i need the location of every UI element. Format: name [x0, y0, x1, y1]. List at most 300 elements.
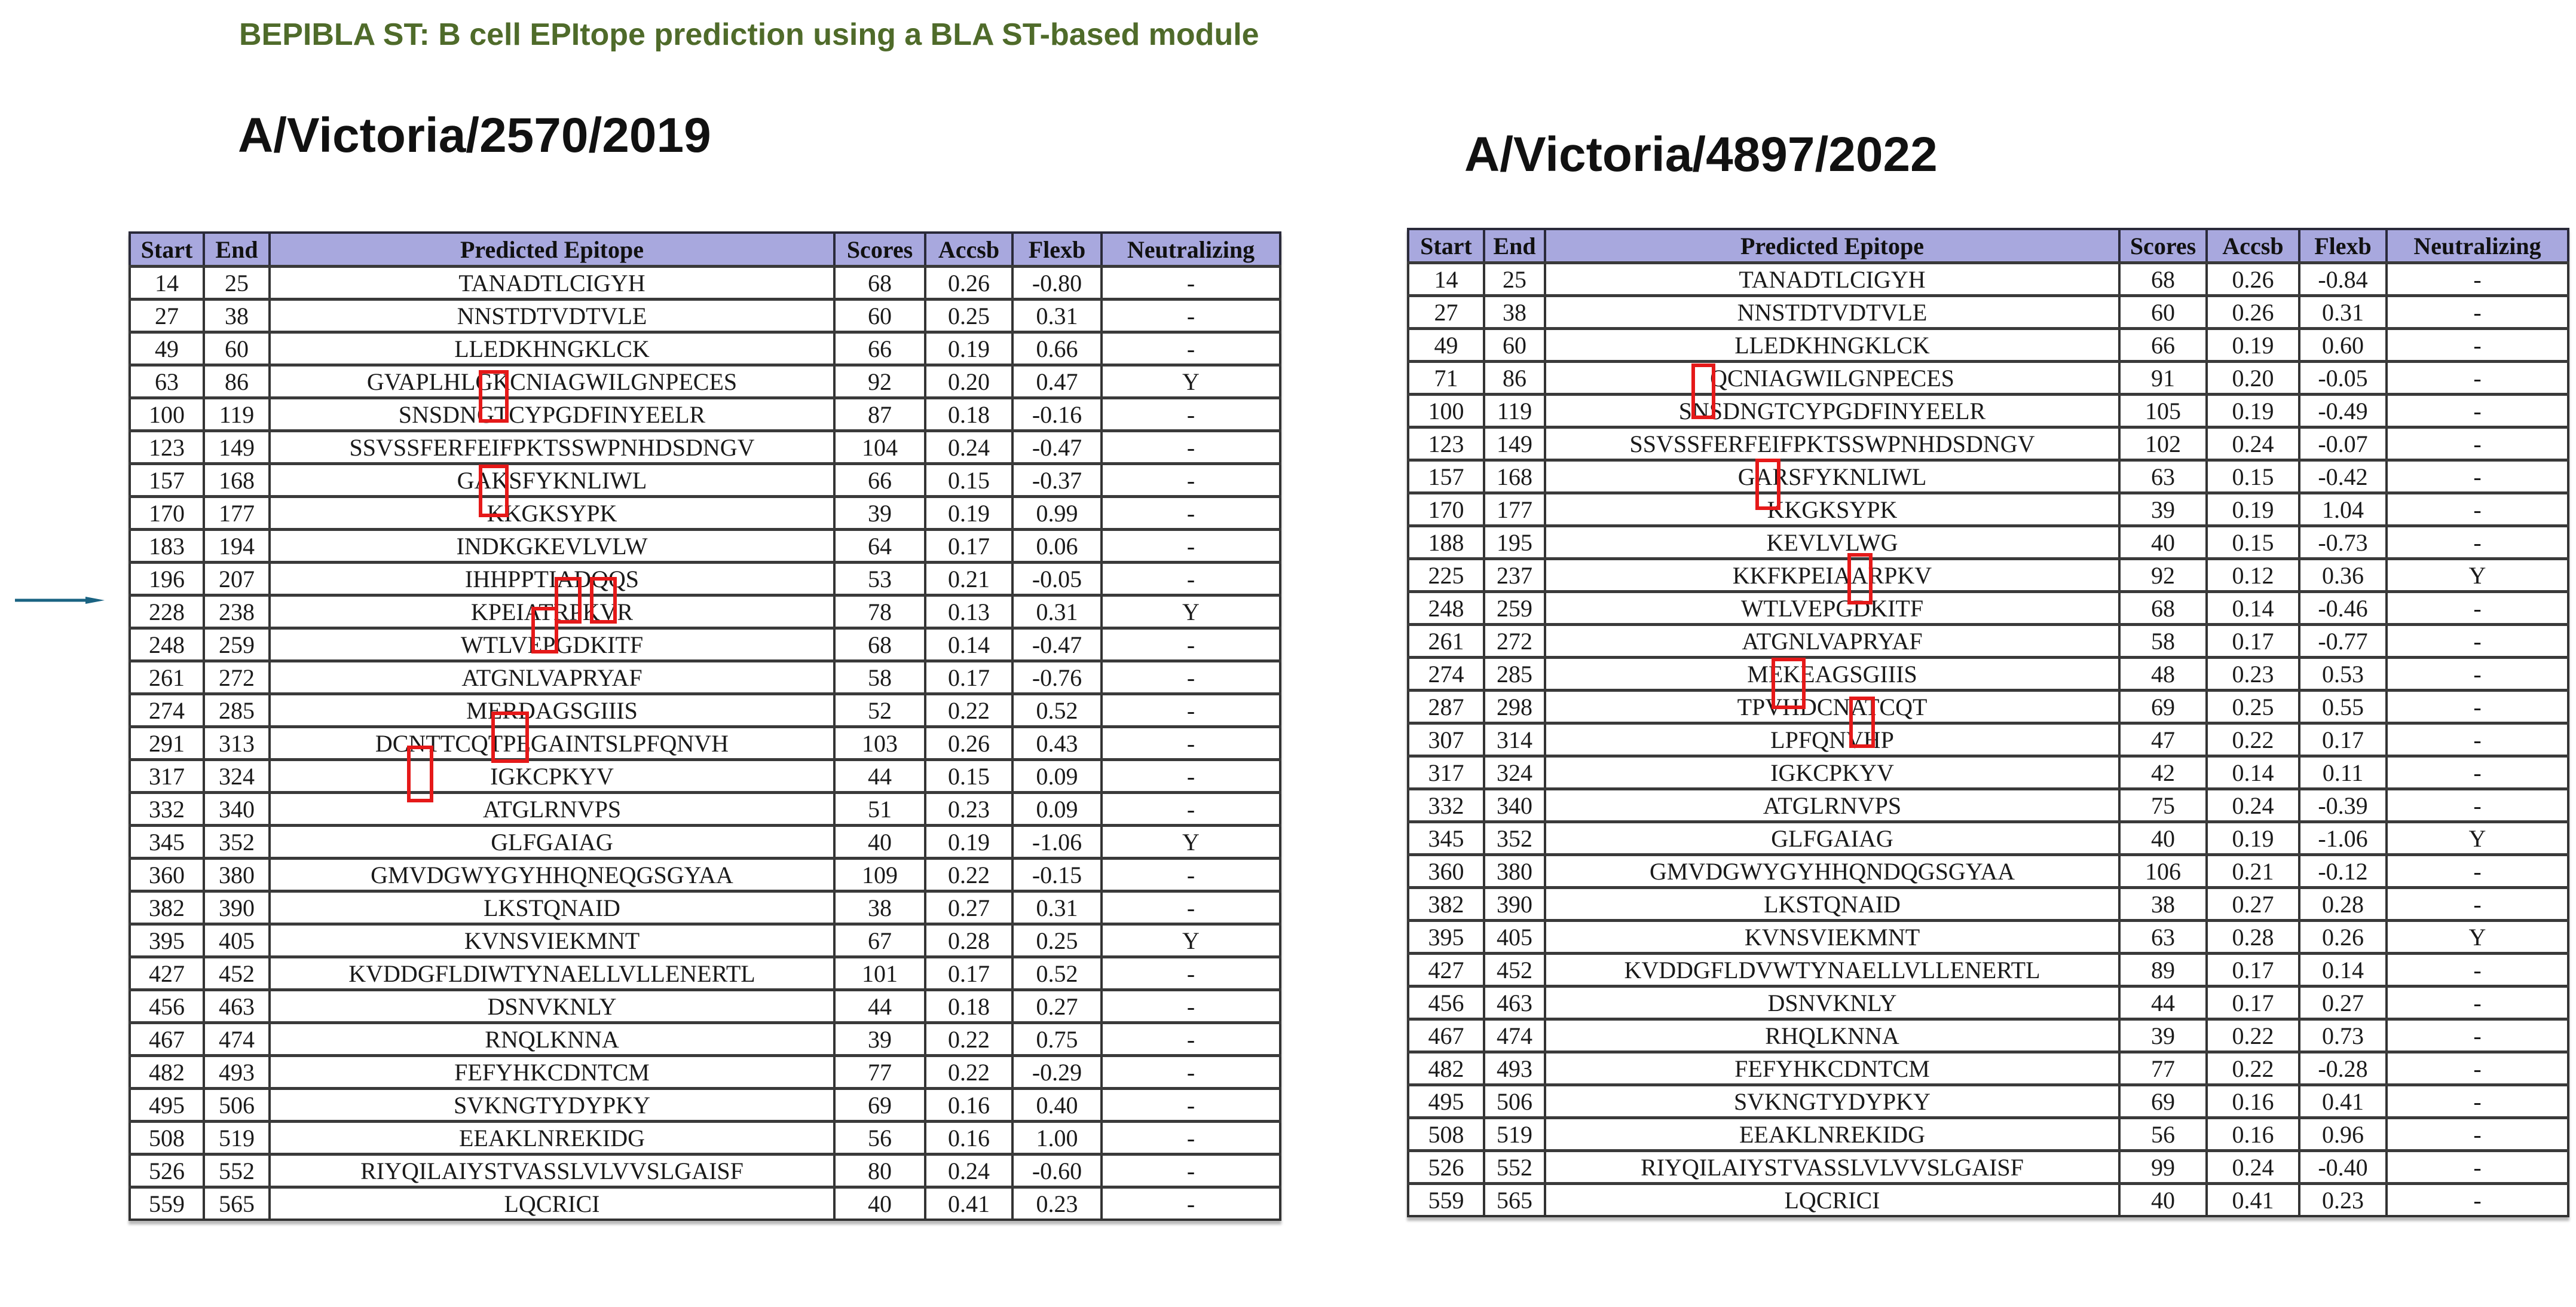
table-cell: KPEIATRPKVR	[270, 596, 834, 628]
table-row	[1408, 362, 2568, 395]
table-cell: 170	[130, 497, 204, 530]
table-row	[1408, 395, 2568, 427]
table-cell: 0.23	[1012, 1187, 1102, 1220]
table-cell: 101	[834, 957, 925, 990]
table-cell: 382	[130, 891, 204, 924]
table-cell: 49	[1408, 329, 1484, 362]
table-cell: 380	[1484, 855, 1545, 888]
column-header: Flexb	[2299, 229, 2387, 263]
table-row	[1408, 954, 2568, 987]
table-cell: 248	[1408, 592, 1484, 625]
table-cell: 69	[834, 1089, 925, 1122]
table-cell: 102	[2119, 427, 2207, 460]
table-row	[1408, 921, 2568, 954]
table-cell: 482	[130, 1056, 204, 1089]
table-cell: LLEDKHNGKLCK	[1545, 329, 2119, 362]
table-cell: SSVSSFERFEIFPKTSSWPNHDSDNGV	[270, 431, 834, 464]
table-cell: GARSFYKNLIWL	[1545, 460, 2119, 493]
table-row	[130, 859, 1280, 891]
table-cell: 519	[1484, 1118, 1545, 1151]
table-cell: 332	[130, 793, 204, 826]
table-cell: -	[1102, 300, 1280, 332]
table-cell: 291	[130, 727, 204, 760]
table-cell: 0.17	[925, 530, 1012, 563]
table-cell: 0.31	[1012, 891, 1102, 924]
table-cell: 495	[130, 1089, 204, 1122]
table-cell: 360	[130, 859, 204, 891]
table-cell: RNQLKNNA	[270, 1023, 834, 1056]
table-cell: 157	[130, 464, 204, 497]
table-cell: GAKSFYKNLIWL	[270, 464, 834, 497]
table-cell: -0.12	[2299, 855, 2387, 888]
table-cell: 272	[1484, 625, 1545, 658]
table-cell: DCNTTCQTPEGAINTSLPFQNVH	[270, 727, 834, 760]
mutation-highlight-box	[479, 370, 509, 423]
table-cell: 39	[2119, 493, 2207, 526]
table-cell: NNSTDTVDTVLE	[270, 300, 834, 332]
table-cell: 225	[1408, 559, 1484, 592]
mutation-highlight-box	[590, 577, 617, 624]
table-cell: 44	[834, 990, 925, 1023]
table-cell: 0.41	[2207, 1184, 2299, 1217]
table-cell: 0.22	[925, 1056, 1012, 1089]
table-cell: -	[2387, 756, 2568, 789]
table-cell: 168	[1484, 460, 1545, 493]
table-cell: -0.39	[2299, 789, 2387, 822]
table-cell: -1.06	[2299, 822, 2387, 855]
table-cell: MERDAGSGIIIS	[270, 694, 834, 727]
table-cell: 99	[2119, 1151, 2207, 1184]
table-cell: NNSTDTVDTVLE	[1545, 296, 2119, 329]
table-cell: -	[2387, 296, 2568, 329]
table-cell: 1.04	[2299, 493, 2387, 526]
table-cell: LPFQNVHP	[1545, 723, 2119, 756]
table-cell: 0.60	[2299, 329, 2387, 362]
table-cell: -0.60	[1012, 1155, 1102, 1187]
table-cell: -	[1102, 431, 1280, 464]
table-cell: 474	[1484, 1019, 1545, 1052]
table-cell: 345	[1408, 822, 1484, 855]
table-cell: WTLVEPGDKITF	[270, 628, 834, 661]
table-cell: 380	[204, 859, 270, 891]
table-cell: 119	[1484, 395, 1545, 427]
mutation-highlight-box	[1755, 459, 1780, 510]
table-cell: 0.14	[2207, 756, 2299, 789]
table-cell: 0.14	[925, 628, 1012, 661]
table-cell: 0.19	[2207, 822, 2299, 855]
column-header: Predicted Epitope	[1545, 229, 2119, 263]
table-cell: -0.47	[1012, 628, 1102, 661]
table-cell: -	[1102, 1122, 1280, 1155]
table-header-row	[1408, 229, 2568, 263]
table-cell: -	[1102, 694, 1280, 727]
column-header: Start	[130, 233, 204, 267]
table-cell: 324	[204, 760, 270, 793]
table-row	[1408, 888, 2568, 921]
table-cell: 360	[1408, 855, 1484, 888]
table-cell: 0.19	[2207, 493, 2299, 526]
table-cell: SNSDNGTCYPGDFINYEELR	[1545, 395, 2119, 427]
table-row	[1408, 427, 2568, 460]
table-cell: 123	[1408, 427, 1484, 460]
table-cell: -	[2387, 395, 2568, 427]
strain-title-2019: A/Victoria/2570/2019	[238, 108, 711, 163]
table-cell: 194	[204, 530, 270, 563]
table-cell: 0.16	[925, 1122, 1012, 1155]
table-header-row	[130, 233, 1280, 267]
table-cell: -	[2387, 1052, 2568, 1085]
table-cell: 452	[1484, 954, 1545, 987]
table-cell: EEAKLNREKIDG	[1545, 1118, 2119, 1151]
table-cell: 238	[204, 596, 270, 628]
table-cell: 14	[130, 267, 204, 300]
table-cell: -	[2387, 625, 2568, 658]
table-row	[130, 332, 1280, 365]
table-cell: 0.19	[925, 826, 1012, 859]
table-cell: ATGLRNVPS	[1545, 789, 2119, 822]
table-cell: 0.26	[2207, 263, 2299, 296]
table-cell: 105	[2119, 395, 2207, 427]
table-cell: EEAKLNREKIDG	[270, 1122, 834, 1155]
table-cell: 0.73	[2299, 1019, 2387, 1052]
table-cell: 0.16	[2207, 1118, 2299, 1151]
strain-title-2022: A/Victoria/4897/2022	[1464, 127, 1938, 182]
table-cell: 42	[2119, 756, 2207, 789]
table-cell: 427	[1408, 954, 1484, 987]
table-cell: 60	[2119, 296, 2207, 329]
table-cell: KVNSVIEKMNT	[1545, 921, 2119, 954]
mutation-highlight-box	[1772, 658, 1806, 709]
table-cell: 261	[130, 661, 204, 694]
table-cell: -0.80	[1012, 267, 1102, 300]
table-cell: 259	[204, 628, 270, 661]
table-cell: 0.99	[1012, 497, 1102, 530]
table-cell: -0.16	[1012, 398, 1102, 431]
table-cell: -	[1102, 464, 1280, 497]
table-cell: Y	[1102, 365, 1280, 398]
table-row	[1408, 822, 2568, 855]
table-cell: 51	[834, 793, 925, 826]
table-cell: -1.06	[1012, 826, 1102, 859]
table-cell: DSNVKNLY	[270, 990, 834, 1023]
table-row	[1408, 1019, 2568, 1052]
column-header: Neutralizing	[2387, 229, 2568, 263]
table-cell: 307	[1408, 723, 1484, 756]
table-cell: -0.76	[1012, 661, 1102, 694]
table-cell: 157	[1408, 460, 1484, 493]
table-row	[130, 694, 1280, 727]
table-cell: 53	[834, 563, 925, 596]
mutation-highlight-box	[1847, 553, 1873, 604]
table-cell: 0.17	[2207, 625, 2299, 658]
table-cell: GLFGAIAG	[1545, 822, 2119, 855]
table-cell: 0.25	[2207, 691, 2299, 723]
table-cell: 0.17	[2299, 723, 2387, 756]
table-cell: 39	[2119, 1019, 2207, 1052]
table-cell: 177	[1484, 493, 1545, 526]
table-row	[130, 957, 1280, 990]
column-header: End	[204, 233, 270, 267]
table-cell: Y	[2387, 822, 2568, 855]
table-cell: RHQLKNNA	[1545, 1019, 2119, 1052]
table-cell: 0.13	[925, 596, 1012, 628]
table-cell: 86	[204, 365, 270, 398]
table-cell: 0.22	[925, 694, 1012, 727]
table-cell: 0.16	[925, 1089, 1012, 1122]
table-cell: -	[2387, 855, 2568, 888]
table-cell: IGKCPKYV	[270, 760, 834, 793]
table-cell: 67	[834, 924, 925, 957]
table-cell: 0.17	[925, 957, 1012, 990]
table-cell: -0.46	[2299, 592, 2387, 625]
table-cell: 60	[834, 300, 925, 332]
table-row	[130, 267, 1280, 300]
table-cell: 195	[1484, 526, 1545, 559]
table-cell: 0.19	[2207, 395, 2299, 427]
table-cell: RIYQILAIYSTVASSLVLVVSLGAISF	[1545, 1151, 2119, 1184]
table-cell: -	[1102, 628, 1280, 661]
table-row	[1408, 987, 2568, 1019]
table-cell: 48	[2119, 658, 2207, 691]
table-cell: 552	[1484, 1151, 1545, 1184]
table-cell: 27	[130, 300, 204, 332]
table-cell: SNSDNGTCYPGDFINYEELR	[270, 398, 834, 431]
table-cell: 0.27	[2299, 987, 2387, 1019]
table-cell: 0.17	[2207, 954, 2299, 987]
table-cell: 0.31	[2299, 296, 2387, 329]
table-cell: LQCRICI	[270, 1187, 834, 1220]
table-cell: -0.40	[2299, 1151, 2387, 1184]
table-cell: RIYQILAIYSTVASSLVLVVSLGAISF	[270, 1155, 834, 1187]
table-row	[130, 990, 1280, 1023]
table-row	[1408, 296, 2568, 329]
table-cell: 0.41	[2299, 1085, 2387, 1118]
table-cell: 324	[1484, 756, 1545, 789]
table-cell: 467	[1408, 1019, 1484, 1052]
table-cell: 382	[1408, 888, 1484, 921]
table-row	[1408, 723, 2568, 756]
table-cell: 552	[204, 1155, 270, 1187]
table-cell: 0.15	[925, 760, 1012, 793]
table-cell: 228	[130, 596, 204, 628]
table-cell: 0.21	[2207, 855, 2299, 888]
table-cell: 47	[2119, 723, 2207, 756]
table-cell: -	[1102, 891, 1280, 924]
table-cell: -	[2387, 954, 2568, 987]
table-cell: -	[2387, 263, 2568, 296]
table-cell: TPVHDCNATCQT	[1545, 691, 2119, 723]
table-cell: 149	[204, 431, 270, 464]
table-cell: 0.27	[2207, 888, 2299, 921]
table-cell: 0.27	[1012, 990, 1102, 1023]
table-cell: 66	[2119, 329, 2207, 362]
table-row	[1408, 855, 2568, 888]
table-cell: MEKEAGSGIIIS	[1545, 658, 2119, 691]
table-cell: 25	[204, 267, 270, 300]
table-cell: 395	[1408, 921, 1484, 954]
table-cell: FEFYHKCDNTCM	[270, 1056, 834, 1089]
table-cell: -	[1102, 1155, 1280, 1187]
table-row	[130, 596, 1280, 628]
table-cell: 69	[2119, 691, 2207, 723]
table-cell: 482	[1408, 1052, 1484, 1085]
table-cell: -	[2387, 460, 2568, 493]
table-cell: 66	[834, 464, 925, 497]
table-cell: 60	[204, 332, 270, 365]
table-cell: 40	[834, 826, 925, 859]
table-cell: 0.25	[925, 300, 1012, 332]
table-cell: -0.73	[2299, 526, 2387, 559]
table-cell: 274	[1408, 658, 1484, 691]
table-cell: 0.26	[2299, 921, 2387, 954]
table-cell: 0.15	[2207, 460, 2299, 493]
table-cell: 52	[834, 694, 925, 727]
table-cell: -0.84	[2299, 263, 2387, 296]
table-cell: 0.40	[1012, 1089, 1102, 1122]
table-row	[130, 1155, 1280, 1187]
table-cell: 340	[204, 793, 270, 826]
table-cell: -	[1102, 563, 1280, 596]
table-cell: WTLVEPGDKITF	[1545, 592, 2119, 625]
table-cell: -	[2387, 329, 2568, 362]
table-cell: 68	[834, 267, 925, 300]
table-row	[1408, 493, 2568, 526]
table-cell: 0.23	[2207, 658, 2299, 691]
table-cell: 75	[2119, 789, 2207, 822]
table-row	[1408, 460, 2568, 493]
table-cell: 0.22	[925, 1023, 1012, 1056]
table-row	[1408, 1118, 2568, 1151]
table-cell: 390	[1484, 888, 1545, 921]
table-cell: 0.24	[2207, 789, 2299, 822]
table-cell: -	[2387, 1019, 2568, 1052]
mutation-highlight-box	[555, 577, 582, 624]
table-cell: -0.28	[2299, 1052, 2387, 1085]
table-row	[130, 300, 1280, 332]
table-cell: 104	[834, 431, 925, 464]
table-cell: -	[1102, 332, 1280, 365]
epitope-table-2019	[129, 231, 1281, 1221]
table-cell: 565	[204, 1187, 270, 1220]
table-cell: 68	[834, 628, 925, 661]
table-cell: -0.49	[2299, 395, 2387, 427]
table-cell: 565	[1484, 1184, 1545, 1217]
table-cell: 63	[2119, 460, 2207, 493]
table-cell: 77	[2119, 1052, 2207, 1085]
table-row	[1408, 691, 2568, 723]
table-cell: 78	[834, 596, 925, 628]
table-row	[1408, 1184, 2568, 1217]
table-cell: 106	[2119, 855, 2207, 888]
table-cell: 298	[1484, 691, 1545, 723]
table-cell: 0.96	[2299, 1118, 2387, 1151]
table-cell: 39	[834, 1023, 925, 1056]
table-cell: QCNIAGWILGNPECES	[1545, 362, 2119, 395]
table-cell: 0.06	[1012, 530, 1102, 563]
table-row	[130, 793, 1280, 826]
table-cell: 340	[1484, 789, 1545, 822]
table-cell: -	[2387, 592, 2568, 625]
table-cell: -	[2387, 1085, 2568, 1118]
table-cell: 272	[204, 661, 270, 694]
table-cell: -	[2387, 987, 2568, 1019]
table-cell: 0.23	[2299, 1184, 2387, 1217]
column-header: Neutralizing	[1102, 233, 1280, 267]
table-cell: 456	[130, 990, 204, 1023]
table-cell: -	[1102, 793, 1280, 826]
table-cell: 40	[2119, 1184, 2207, 1217]
table-cell: ATGNLVAPRYAF	[1545, 625, 2119, 658]
epitope-table	[1407, 228, 2569, 1217]
table-cell: DSNVKNLY	[1545, 987, 2119, 1019]
table-cell: -	[1102, 267, 1280, 300]
table-row	[1408, 559, 2568, 592]
table-cell: 87	[834, 398, 925, 431]
table-cell: 559	[130, 1187, 204, 1220]
table-cell: 77	[834, 1056, 925, 1089]
table-cell: 0.28	[925, 924, 1012, 957]
table-cell: -0.05	[2299, 362, 2387, 395]
table-cell: 149	[1484, 427, 1545, 460]
table-cell: ATGNLVAPRYAF	[270, 661, 834, 694]
table-row	[130, 563, 1280, 596]
table-row	[130, 1122, 1280, 1155]
table-cell: SVKNGTYDYPKY	[270, 1089, 834, 1122]
table-cell: 63	[2119, 921, 2207, 954]
table-cell: -0.05	[1012, 563, 1102, 596]
table-cell: 188	[1408, 526, 1484, 559]
table-cell: 0.19	[925, 497, 1012, 530]
table-cell: 0.19	[925, 332, 1012, 365]
table-cell: -	[1102, 1187, 1280, 1220]
table-cell: 0.75	[1012, 1023, 1102, 1056]
table-cell: KVDDGFLDIWTYNAELLVLLENERTL	[270, 957, 834, 990]
table-cell: -	[2387, 691, 2568, 723]
table-cell: 0.25	[1012, 924, 1102, 957]
column-header: Predicted Epitope	[270, 233, 834, 267]
table-cell: 274	[130, 694, 204, 727]
table-cell: 0.28	[2299, 888, 2387, 921]
table-cell: 27	[1408, 296, 1484, 329]
table-cell: 86	[1484, 362, 1545, 395]
table-cell: 38	[2119, 888, 2207, 921]
table-row	[1408, 592, 2568, 625]
table-cell: 0.23	[925, 793, 1012, 826]
table-cell: 0.22	[925, 859, 1012, 891]
table-cell: -	[2387, 1184, 2568, 1217]
table-cell: KEVLVLWG	[1545, 526, 2119, 559]
table-cell: 0.17	[2207, 987, 2299, 1019]
table-cell: 103	[834, 727, 925, 760]
table-cell: 317	[130, 760, 204, 793]
table-cell: 40	[2119, 526, 2207, 559]
table-cell: 395	[130, 924, 204, 957]
column-header: Scores	[834, 233, 925, 267]
table-cell: 0.52	[1012, 957, 1102, 990]
table-cell: -	[1102, 1056, 1280, 1089]
table-cell: 68	[2119, 263, 2207, 296]
table-row	[130, 891, 1280, 924]
table-cell: -	[2387, 888, 2568, 921]
table-cell: GMVDGWYGYHHQNEQGSGYAA	[270, 859, 834, 891]
table-body	[130, 267, 1280, 1220]
table-row	[130, 661, 1280, 694]
table-row	[130, 628, 1280, 661]
table-cell: 109	[834, 859, 925, 891]
table-cell: -	[2387, 789, 2568, 822]
table-cell: 1.00	[1012, 1122, 1102, 1155]
table-cell: 0.24	[925, 1155, 1012, 1187]
